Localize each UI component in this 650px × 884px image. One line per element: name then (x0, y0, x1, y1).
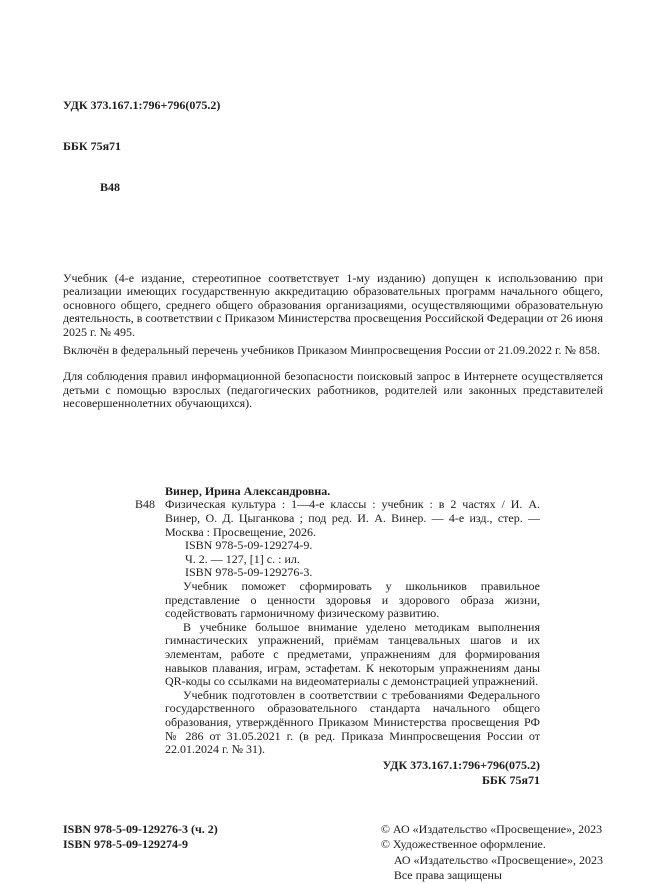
catalog-entry: Физическая культура : 1—4-е классы : учебник : в 2 частях / И. А. Винер, О. Д. Цыганкова ; под ред. И. А. Винер. — 4-е изд., стер. — Москва : Просвещение, 2026. (165, 497, 540, 539)
bbk-bottom: ББК 75я71 (481, 773, 540, 788)
copyright-art: © Художественное оформление. (380, 837, 546, 852)
imprint-footer (63, 822, 603, 884)
annotation-3: Учебник подготовлен в соответствии с требованиями Федерального государственного образовательного стандарта начального общего образования, утверждённого Приказом Министерства просвещения РФ № 286 от 31.05.2021 г. (в ред. Приказа Минпросвещения России от 22.01.2024 г. № 31). (165, 687, 540, 757)
bbk-top: ББК 75я71 (63, 138, 122, 153)
part-line: Ч. 2. — 127, [1] с. : ил. (185, 551, 300, 566)
copyright-publisher: © АО «Издательство «Просвещение», 2023 (380, 821, 603, 836)
udk-bottom: УДК 373.167.1:796+796(075.2) (382, 757, 540, 772)
safety-notice-paragraph: Для соблюдения правил информационной безопасности поисковый запрос в Интернете осуществляется детьми с помощью взрослых (педагогических работников, родителей или законных представителей несовершеннолетних обучающихся). (63, 369, 603, 411)
annotation-1: Учебник поможет сформировать у школьников правильное представление о ценности здоровья и здорового образа жизни, содействовать гармоничному физическому развитию. (165, 579, 540, 621)
footer-isbn-common: ISBN 978-5-09-129274-9 (63, 837, 188, 852)
author-code-top: В48 (100, 179, 121, 194)
footer-isbn-block (63, 822, 218, 853)
catalog-author: Винер, Ирина Александровна. (165, 483, 331, 498)
isbn-common-line: ISBN 978-5-09-129274-9. (185, 538, 313, 553)
admission-paragraph: Учебник (4-е издание, стереотипное соответствует 1-му изданию) допущен к использованию при реализации имеющих государственную аккредитацию образовательных программ начального общего, основного общего, среднего общего образования организациями, осуществляющими образовательную деятельность, в соответствии с Приказом Министерства просвещения Российской Федерации от 26 июня 2025 г. № 495. (63, 270, 603, 339)
isbn-part-line: ISBN 978-5-09-129276-3. (185, 565, 313, 580)
catalog-entry-wrap (135, 497, 540, 539)
copyright-block (381, 822, 603, 884)
copyright-art-continuation: АО «Издательство «Просвещение», 2023 (393, 852, 603, 867)
catalog-card (135, 483, 540, 788)
footer-isbn-part: ISBN 978-5-09-129276-3 (ч. 2) (63, 821, 218, 836)
federal-list-paragraph: Включён в федеральный перечень учебников Приказом Минпросвещения России от 21.09.2022 г. № 858. (63, 342, 600, 357)
annotation-2: В учебнике большое внимание уделено методикам выполнения гимнастических упражнений, приёмам танцевальных шагов и их элементам, работе с предметами, упражнениям для формирования навыков плавания, играм, эстафетам. К некоторым упражнениям даны QR-коды со ссылками на видеоматериалы с демонстрацией упражнений. (165, 619, 540, 689)
udk-top: УДК 373.167.1:796+796(075.2) (63, 98, 221, 113)
author-code-catalog: В48 (135, 497, 156, 512)
top-classification-codes (63, 72, 603, 222)
rights-reserved: Все права защищены (393, 868, 502, 883)
